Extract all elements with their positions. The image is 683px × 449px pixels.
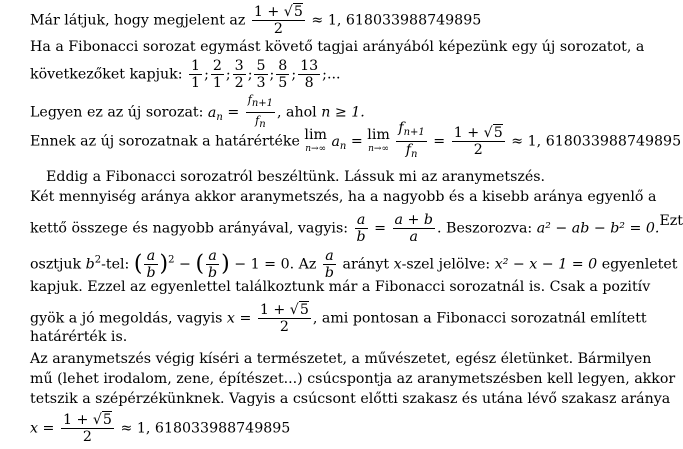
golden-ratio-intro: Eddig a Fibonacci sorozatról beszéltünk. Lássuk mi az aranymetszés. <box>46 169 546 185</box>
sequence-definition-line: Legyen ez az új sorozat: $a_n$ = $\frac{fn+1}{fn}$ , ahol n ≥ 1. <box>30 92 365 133</box>
limit-line: Ennek az új sorozatnak a határértéke lim n→∞ $a_n = \lim$ n→∞ $\frac{f_{n+1}}{f_n}$ = $\frac{1 + √5}{2}$ ≈ 1, 618033988749895 <box>30 120 682 160</box>
definition-line: kettő összege és nagyobb arányával, vagyis: $\frac{a}{b}$ = $\frac{a + b}{a}$ . Beszorozva: a² − ab − b² = 0. Ezt <box>30 212 683 245</box>
final-ratio-line: x = $\frac{1 + √5}{2}$ ≈ 1, 618033988749895 <box>30 412 291 445</box>
ratio-fraction: $\frac{8}{5}$ <box>278 58 288 91</box>
ratio-fraction: $\frac{13}{8}$ <box>300 58 319 91</box>
root-line: gyök a jó megoldás, vagyis x = $\frac{1 + √5}{2}$ , ami pontosan a Fibonacci sorozatnál említett <box>30 302 647 335</box>
ratio-fraction: $\frac{1}{1}$ <box>191 58 201 91</box>
division-line: osztjuk $b^2$-tel: ( $\frac{a}{b}$ )$^2$ − ( $\frac{a}{b}$ ) − 1 = 0. Az $\frac{a}{b}$ arányt x-szel jelölve: x² − x − 1 = 0 egyenletet <box>30 248 678 281</box>
ratio-fraction: $\frac{2}{1}$ <box>212 58 222 91</box>
ratio-list: $\frac{1}{1}$ ; $\frac{2}{1}$ ; $\frac{3}{2}$ ; $\frac{5}{3}$ ; $\frac{8}{5}$ ; $\frac{13}{8}$ ; <box>191 58 327 91</box>
ratio-fraction: $\frac{3}{2}$ <box>234 58 244 91</box>
intro-line: Már látjuk, hogy megjelent az $\frac{1 + √5}{2}$ ≈ 1, 618033988749895 <box>30 4 482 37</box>
sequence-intro-line: Ha a Fibonacci sorozat egymást követő tagjai arányából képezünk egy új sorozatot, a <box>30 39 645 55</box>
limit-symbol: lim n→∞ <box>304 126 327 154</box>
sequence-fraction: $\frac{fn+1}{fn}$ <box>247 93 274 130</box>
document-page: Már látjuk, hogy megjelent az $\frac{1 + √5}{2}$ ≈ 1, 618033988749895 Ha a Fibonacci sorozat egymást követő tagjai arányából képezünk egy új sorozatot, a következőket kapjuk: $\frac{1}{1}$ ; $\frac{2}{1}$ ; $\frac{3}{2}$ ; $\frac{5}{3}$ ; $\frac{8}{5}$ ; $\frac{13}{8}$ ;... Legyen ez az új sorozat: $a_n$ = $\frac{fn+1}{fn}$ , ahol n ≥ 1. Ennek az új sorozatnak a határértéke lim n→∞ $a_n = \lim$ n→∞ $\frac{f_{n+1}}{f_n}$ = $\frac{1 + √5}{2}$ ≈ 1, 618033988749895 Eddig a Fibonacci sorozatról beszéltünk. Lássuk mi az aranymetszés. Két mennyiség aránya akkor aranymetszés, ha a nagyobb és a kisebb aránya egyenlő a kettő összege és nagyobb arányával, vagyis: $\frac{a}{b}$ = $\frac{a + b}{a}$ . Beszorozva: a² − ab − b² = 0. Ezt osztjuk $b^2$-tel: ( $\frac{a}{b}$ )$^2$ − ( $\frac{a}{b}$ ) − 1 = 0. Az $\frac{a}{b}$ arányt x-szel jelölve: x² − x − 1 = 0 egyenletet kapjuk. Ezzel az egyenlettel találkoztunk már a Fibonacci sorozatnál is. Csak a pozitív gyök a jó megoldás, vagyis x = $\frac{1 + √5}{2}$ , ami pontosan a Fibonacci sorozatnál említett határérték is. Az aranymetszés végig kíséri a természetet, a művészetet, egész életünket. Bármilyen mű (lehet irodalom, zene, építészet...) csúcspontja az aranymetszésben kell legyen, akkor tetszik a szépérzékünknek. Vagyis a csúcsont előtti szakasz és utána lévő szakasz aránya x = $\frac{1 + √5}{2}$ ≈ 1, 618033988749895 <box>30 4 683 445</box>
phi-value: 1, 618033988749895 <box>327 12 482 29</box>
ratio-fraction: $\frac{5}{3}$ <box>256 58 266 91</box>
golden-fraction: $\frac{1 + √5}{2}$ <box>253 4 303 37</box>
ratio-sequence-line: következőket kapjuk: $\frac{1}{1}$ ; $\frac{2}{1}$ ; $\frac{3}{2}$ ; $\frac{5}{3}$ ; $\frac{8}{5}$ ; $\frac{13}{8}$ ;... <box>30 58 341 91</box>
intro-text: Már látjuk, hogy megjelent az <box>30 12 246 29</box>
